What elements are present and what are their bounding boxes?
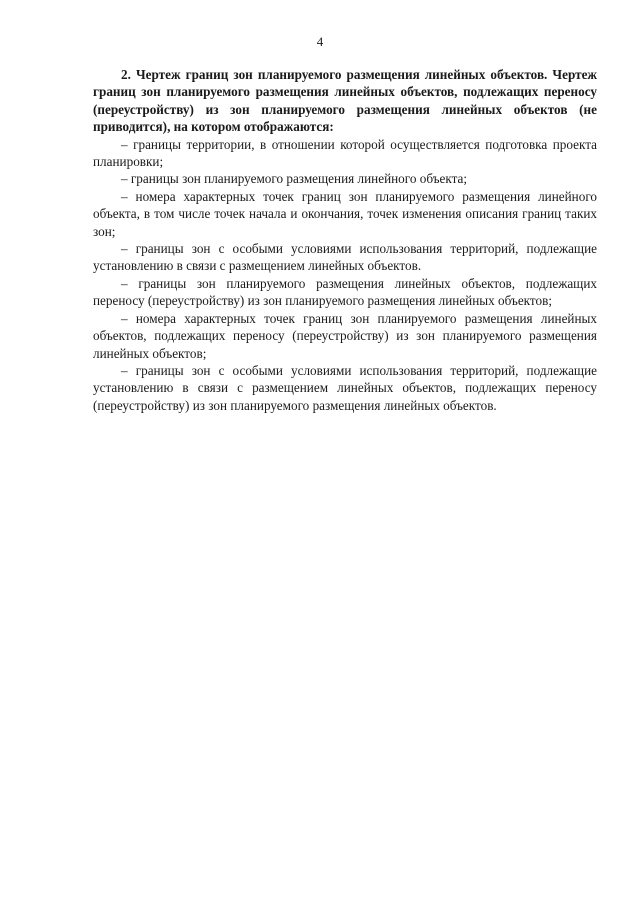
list-item-relocated-objects-zone-boundaries: – границы зон планируемого размещения линейных объектов, подлежащих переносу (переустройству) из зон планируемого размещения линейных объектов; xyxy=(93,275,597,309)
list-item-relocated-special-conditions-zones: – границы зон с особыми условиями использования территорий, подлежащие установлению в связи с размещением линейных объектов, подлежащих переносу (переустройству) из зон планируемого размещения линейных объектов. xyxy=(93,362,597,413)
list-item-characteristic-point-numbers: – номера характерных точек границ зон планируемого размещения линейного объекта, в том числе точек начала и окончания, точек изменения описания границ таких зон; xyxy=(93,188,597,239)
list-item-relocated-objects-point-numbers: – номера характерных точек границ зон планируемого размещения линейных объектов, подлежащих переносу (переустройству) из зон планируемого размещения линейных объектов; xyxy=(93,310,597,361)
list-item-linear-object-zone-boundaries: – границы зон планируемого размещения линейного объекта; xyxy=(121,171,468,187)
list-item-special-conditions-zones: – границы зон с особыми условиями использования территорий, подлежащие установлению в связи с размещением линейных объектов. xyxy=(93,241,597,274)
document-body xyxy=(93,66,597,414)
list-item-territory-boundaries: – границы территории, в отношении которой осуществляется подготовка проекта планировки; xyxy=(93,136,597,170)
section-heading: 2. Чертеж границ зон планируемого размещения линейных объектов. Чертеж границ зон планируемого размещения линейных объектов, подлежащих переносу (переустройству) из зон планируемого размещения линейных объектов (не приводится), на котором отображаются: xyxy=(93,67,597,135)
page-number: 4 xyxy=(316,34,324,49)
